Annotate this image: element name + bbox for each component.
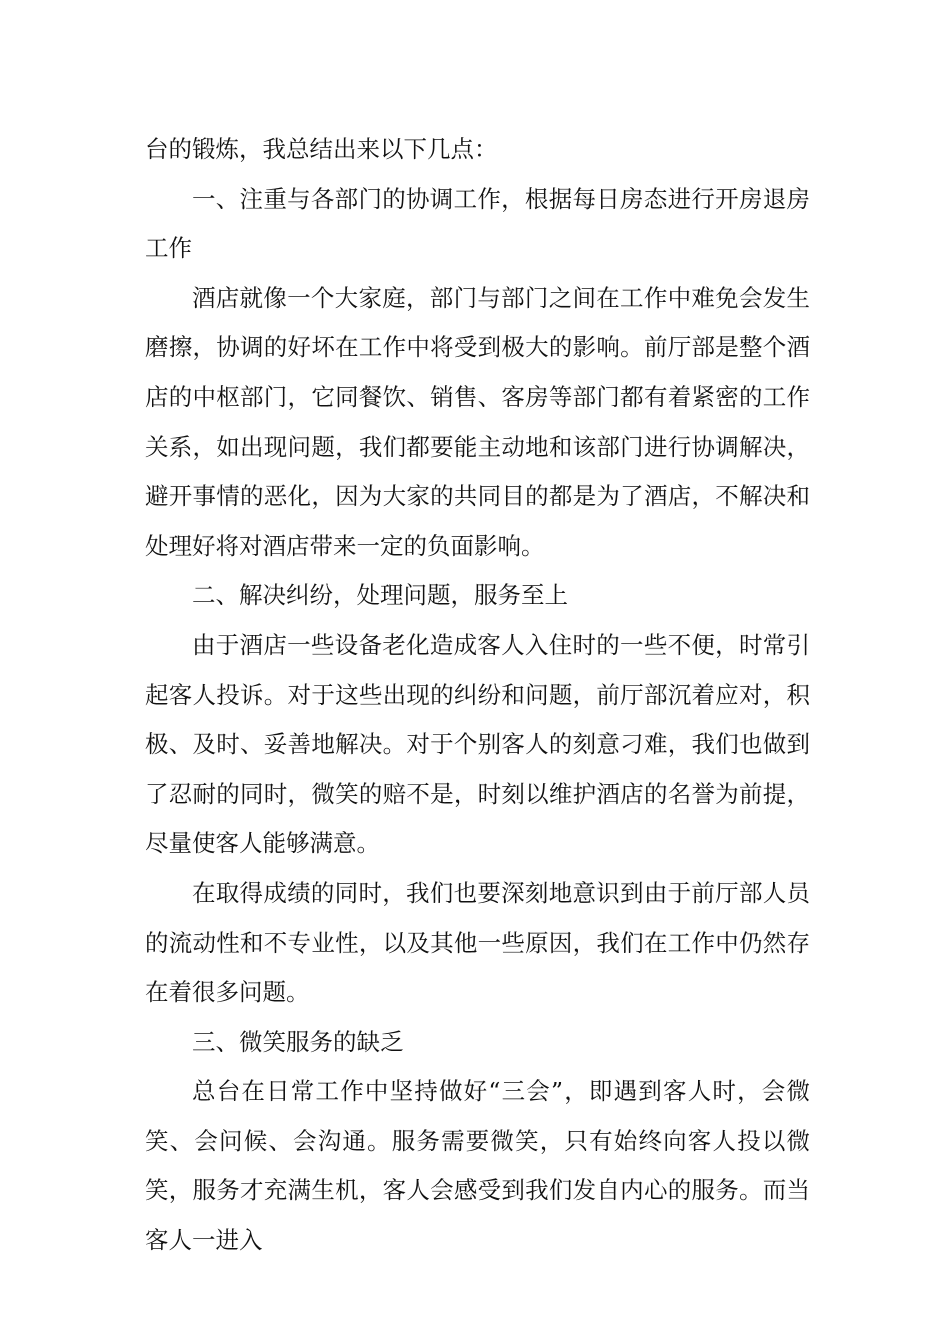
- paragraph-problems: 在取得成绩的同时，我们也要深刻地意识到由于前厅部人员的流动性和不专业性，以及其他一些原因，我们在工作中仍然存在着很多问题。: [145, 878, 810, 1007]
- heading-section-2: 二、解决纠纷，处理问题，服务至上: [192, 581, 568, 610]
- paragraph-intro-continuation: 台的锻炼，我总结出来以下几点：: [145, 135, 498, 163]
- heading-section-3: 三、微笑服务的缺乏: [192, 1027, 404, 1056]
- paragraph-disputes: 由于酒店一些设备老化造成客人入住时的一些不便，时常引起客人投诉。对于这些出现的纠纷和问题，前厅部沉着应对，积极、及时、妥善地解决。对于个别客人的刻意刁难，我们也做到了忍耐的同时，微笑的赔不是，时刻以维护酒店的名誉为前提，尽量使客人能够满意。: [145, 630, 810, 858]
- document-body: [145, 125, 810, 1266]
- heading-section-1: 一、注重与各部门的协调工作，根据每日房态进行开房退房工作: [145, 184, 810, 263]
- paragraph-smile-service: 总台在日常工作中坚持做好“三会”，即遇到客人时，会微笑、会问候、会沟通。服务需要微笑，只有始终向客人投以微笑，服务才充满生机，客人会感受到我们发自内心的服务。而当客人一进入: [145, 1077, 810, 1255]
- paragraph-coordination: 酒店就像一个大家庭，部门与部门之间在工作中难免会发生磨擦，协调的好坏在工作中将受到极大的影响。前厅部是整个酒店的中枢部门，它同餐饮、销售、客房等部门都有着紧密的工作关系，如出现问题，我们都要能主动地和该部门进行协调解决，避开事情的恶化，因为大家的共同目的都是为了酒店，不解决和处理好将对酒店带来一定的负面影响。: [145, 283, 810, 560]
